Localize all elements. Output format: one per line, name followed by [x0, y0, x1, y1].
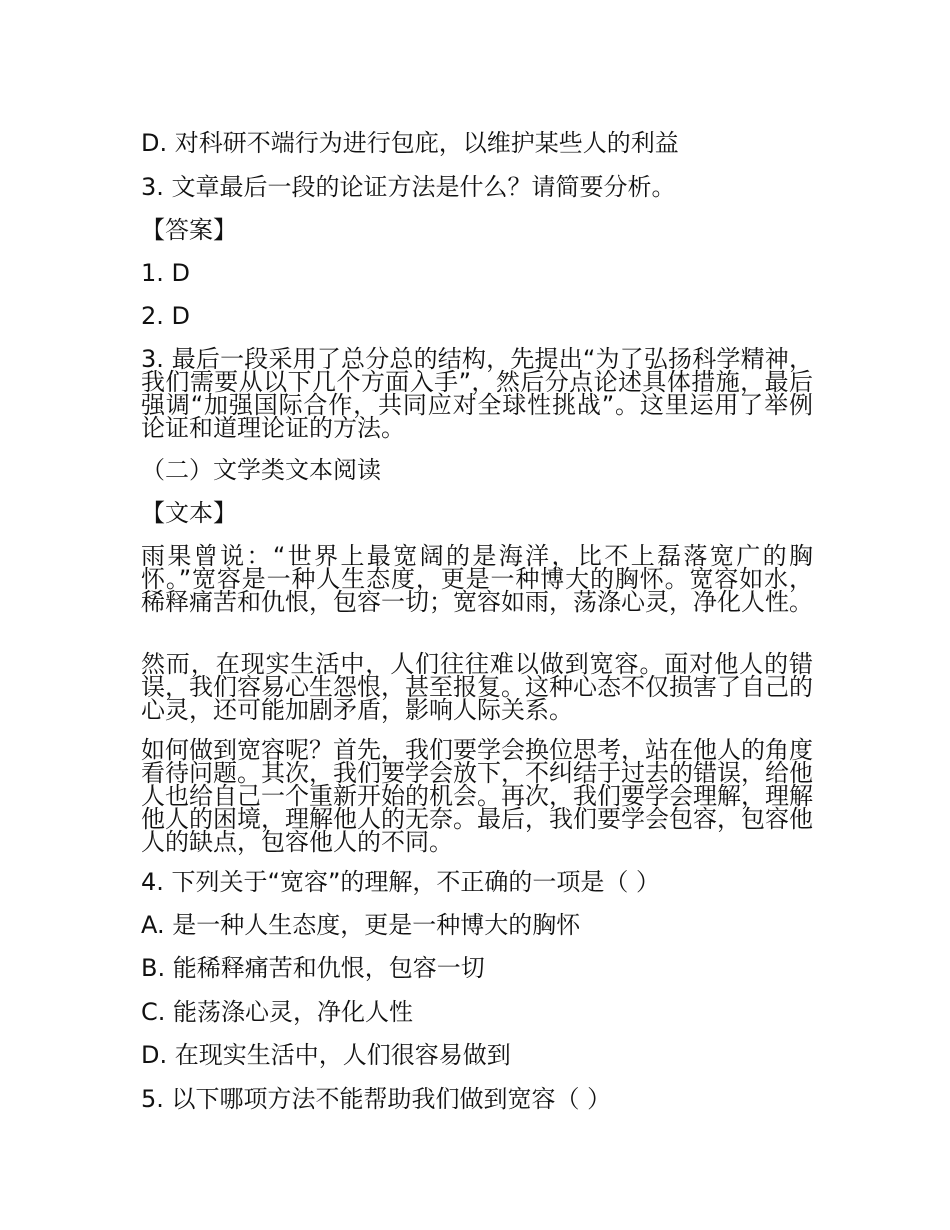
- question-2-option-d: D. 对科研不端行为进行包庇，以维护某些人的利益: [141, 129, 679, 157]
- question-4: 4. 下列关于“宽容”的理解，不正确的一项是（ ）: [141, 868, 661, 896]
- passage-paragraph-1: 雨果曾说：“世界上最宽阔的是海洋，比不上磊落宽广的胸怀。”宽容是一种人生态度，更是一种博大的胸怀。宽容如水，稀释痛苦和仇恨，包容一切；宽容如雨，荡涤心灵，净化人性。: [141, 542, 813, 616]
- question-3: 3. 文章最后一段的论证方法是什么？请简要分析。: [141, 173, 676, 201]
- question-4-option-a: A. 是一种人生态度，更是一种博大的胸怀: [141, 911, 581, 939]
- question-4-option-d: D. 在现实生活中，人们很容易做到: [141, 1041, 511, 1069]
- answer-2: 2. D: [141, 302, 191, 330]
- question-4-option-b: B. 能稀释痛苦和仇恨，包容一切: [141, 954, 485, 982]
- question-5: 5. 以下哪项方法不能帮助我们做到宽容（ ）: [141, 1085, 612, 1113]
- section-heading-literary-reading: （二）文学类文本阅读: [141, 456, 381, 484]
- passage-paragraph-3: 如何做到宽容呢？首先，我们要学会换位思考，站在他人的角度看待问题。其次，我们要学会放下，不纠结于过去的错误，给他人也给自己一个重新开始的机会。再次，我们要学会理解，理解他人的困境，理解他人的无奈。最后，我们要学会包容，包容他人的缺点，包容他人的不同。: [141, 736, 813, 856]
- answer-3: 3. 最后一段采用了总分总的结构，先提出“为了弘扬科学精神，我们需要从以下几个方面入手”，然后分点论述具体措施，最后强调“加强国际合作，共同应对全球性挑战”。这里运用了举例论证和道理论证的方法。: [141, 345, 813, 442]
- question-4-option-c: C. 能荡涤心灵，净化人性: [141, 998, 414, 1026]
- passage-paragraph-2: 然而，在现实生活中，人们往往难以做到宽容。面对他人的错误，我们容易心生怨恨，甚至报复。这种心态不仅损害了自己的心灵，还可能加剧矛盾，影响人际关系。: [141, 650, 813, 724]
- answer-1: 1. D: [141, 259, 191, 287]
- text-heading: 【文本】: [141, 499, 237, 527]
- answer-heading: 【答案】: [141, 216, 237, 244]
